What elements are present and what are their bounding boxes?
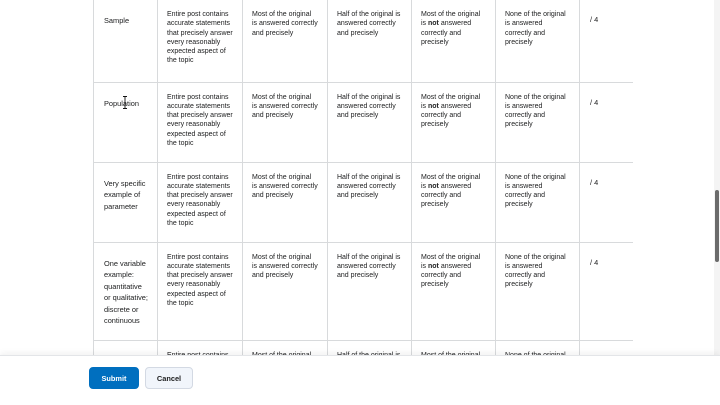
descriptor-text: answered correctly and precisely — [421, 20, 472, 46]
descriptor-emphasis: not — [428, 20, 439, 28]
descriptor-text: answered correctly and precisely — [421, 262, 472, 289]
score-field[interactable]: / 4 — [580, 0, 633, 82]
rubric-cell-fair[interactable] — [328, 82, 412, 162]
descriptor-text: Most of the original is answered correctly and precisely — [252, 253, 318, 280]
rubric-row — [94, 242, 633, 340]
rubric-cell-excellent[interactable] — [158, 162, 243, 242]
submit-button[interactable]: Submit — [89, 367, 139, 389]
score-field[interactable]: / 4 — [580, 82, 633, 162]
descriptor-text: Most of the original is answered correctly and precisely — [252, 11, 318, 37]
criterion-name: One variable example: quantitative or qualitative; discrete or continuous — [94, 242, 158, 340]
descriptor-text: Most of the original is answered correctly and precisely — [252, 173, 318, 200]
descriptor-text: None of the original is answered correctly and precisely — [505, 11, 566, 46]
cancel-button[interactable]: Cancel — [145, 367, 193, 389]
descriptor-text: Entire post contains accurate statements that precisely answer every reasonably expected aspect of the topic — [167, 93, 233, 147]
descriptor-text: answered correctly and precisely — [421, 102, 472, 129]
score-field[interactable]: / 4 — [580, 162, 633, 242]
descriptor-text: Entire post contains accurate statements that precisely answer every reasonably expected aspect of the topic — [167, 11, 233, 65]
rubric-cell-good[interactable] — [243, 0, 328, 82]
descriptor-text: Entire post contains accurate statements that precisely answer every reasonably expected aspect of the topic — [167, 173, 233, 227]
descriptor-emphasis: not — [428, 262, 439, 270]
rubric-cell-excellent[interactable] — [158, 242, 243, 340]
rubric-cell-none[interactable] — [496, 162, 580, 242]
rubric-cell-poor[interactable] — [412, 0, 496, 82]
rubric-cell-poor[interactable] — [412, 82, 496, 162]
dialog-footer — [0, 355, 720, 405]
rubric-cell-fair[interactable] — [328, 162, 412, 242]
descriptor-text: Most of the original is — [421, 173, 481, 190]
page-scrollbar[interactable] — [714, 0, 720, 404]
criterion-name: Population — [94, 82, 158, 162]
descriptor-text: Half of the original is answered correctly and precisely — [337, 11, 401, 37]
descriptor-text: Half of the original is answered correctly and precisely — [337, 253, 401, 280]
descriptor-text: answered correctly and precisely — [421, 182, 472, 209]
descriptor-text: None of the original is answered correctly and precisely — [505, 253, 566, 289]
rubric-cell-poor[interactable] — [412, 162, 496, 242]
rubric-row — [94, 162, 633, 242]
rubric-cell-none[interactable] — [496, 242, 580, 340]
descriptor-text: None of the original is answered correctly and precisely — [505, 93, 566, 129]
rubric-cell-good[interactable] — [243, 82, 328, 162]
rubric-table — [93, 0, 633, 404]
rubric-cell-none[interactable] — [496, 0, 580, 82]
descriptor-text: Entire post contains accurate statements that precisely answer every reasonably expected aspect of the topic — [167, 253, 233, 307]
rubric-row — [94, 82, 633, 162]
text-cursor-icon — [123, 96, 127, 109]
descriptor-text: Half of the original is answered correctly and precisely — [337, 173, 401, 200]
rubric-cell-good[interactable] — [243, 162, 328, 242]
criterion-name: Sample — [94, 0, 158, 82]
descriptor-text: Most of the original is — [421, 253, 481, 270]
rubric-cell-none[interactable] — [496, 82, 580, 162]
rubric-cell-fair[interactable] — [328, 242, 412, 340]
rubric-cell-fair[interactable] — [328, 0, 412, 82]
rubric-cell-poor[interactable] — [412, 242, 496, 340]
descriptor-text: Half of the original is answered correctly and precisely — [337, 93, 401, 120]
score-field[interactable]: / 4 — [580, 242, 633, 340]
rubric-cell-excellent[interactable] — [158, 82, 243, 162]
scrollbar-thumb[interactable] — [715, 190, 719, 262]
descriptor-text: Most of the original is — [421, 93, 481, 110]
descriptor-text: Most of the original is answered correctly and precisely — [252, 93, 318, 120]
rubric-cell-good[interactable] — [243, 242, 328, 340]
rubric-cell-excellent[interactable] — [158, 0, 243, 82]
descriptor-text: None of the original is answered correctly and precisely — [505, 173, 566, 209]
criterion-name: Very specific example of parameter — [94, 162, 158, 242]
descriptor-emphasis: not — [428, 182, 439, 190]
descriptor-emphasis: not — [428, 102, 439, 110]
rubric-row — [94, 0, 633, 82]
descriptor-text: Most of the original is — [421, 11, 481, 28]
